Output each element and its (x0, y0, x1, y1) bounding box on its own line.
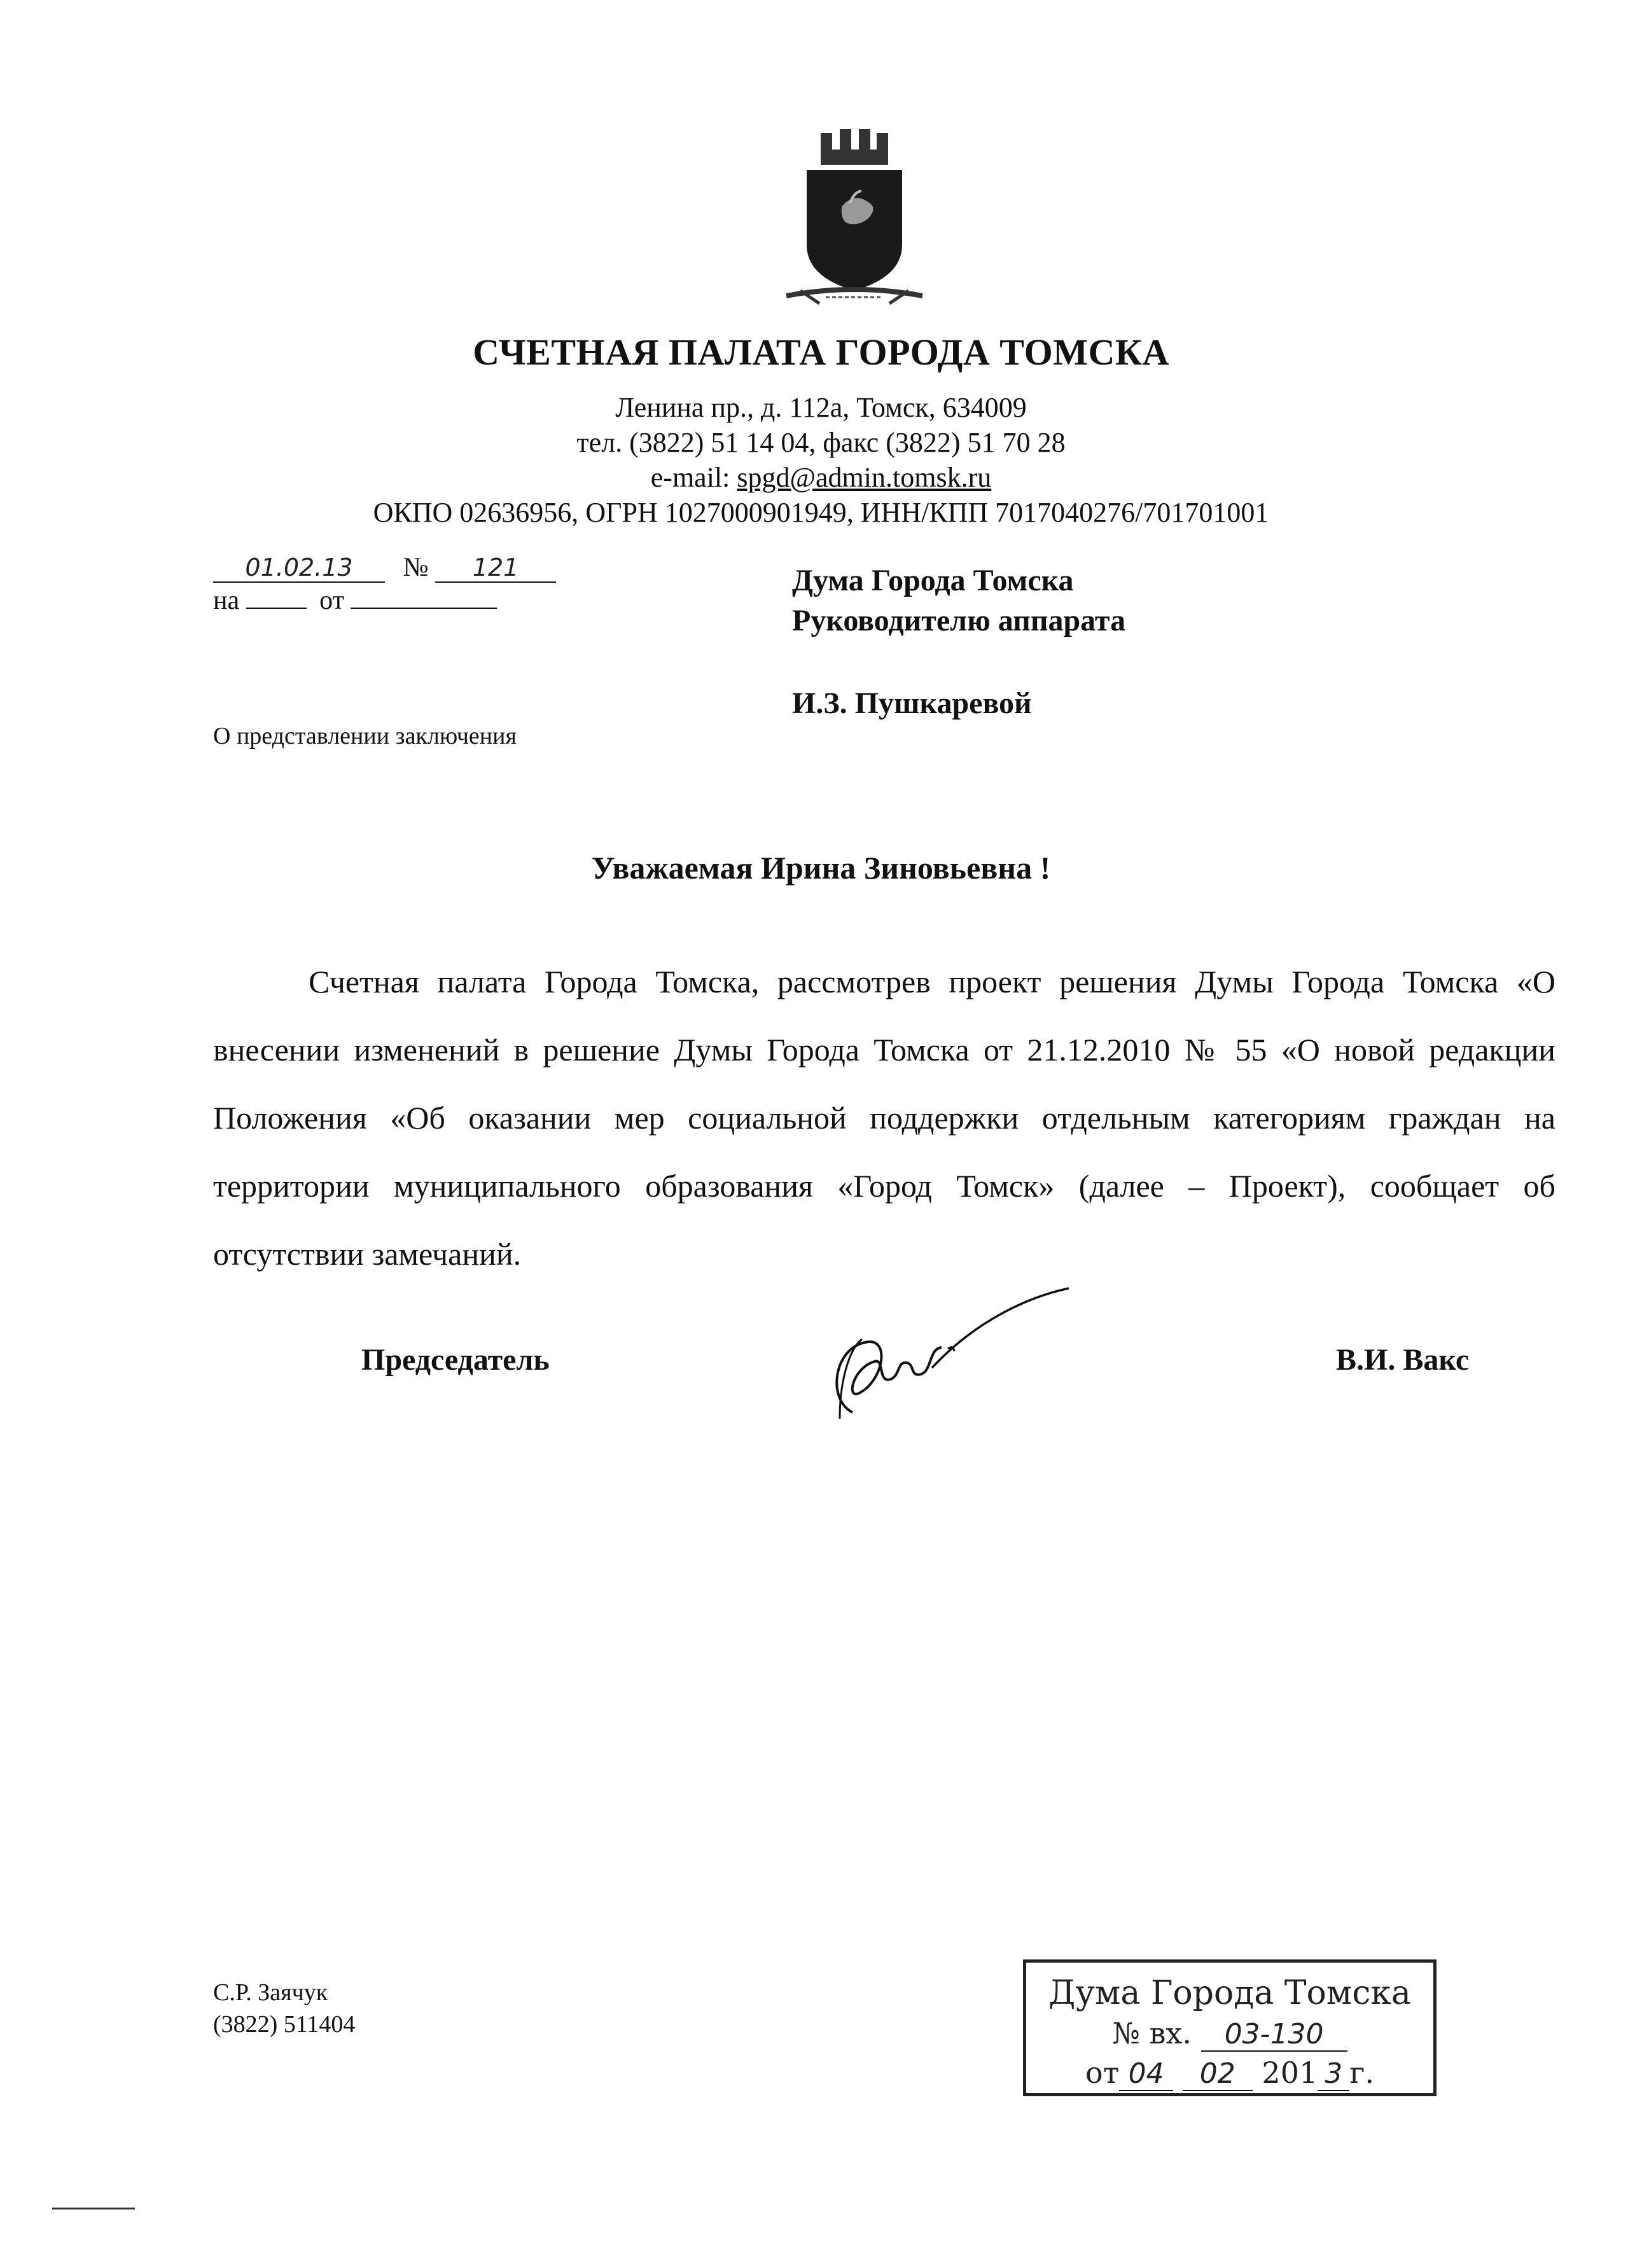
from-blank-line (351, 586, 497, 609)
organization-email-line (0, 461, 1642, 494)
stamp-incoming-number: 03-130 (1201, 2018, 1347, 2052)
organization-phones: тел. (3822) 51 14 04, факс (3822) 51 70 28 (576, 427, 1066, 458)
on-blank-line (246, 586, 307, 609)
incoming-registration-stamp (1023, 1959, 1437, 2096)
signatory-title: Председатель (361, 1343, 550, 1377)
on-label: на (213, 586, 240, 615)
stamp-from-label: от (1085, 2056, 1120, 2090)
stamp-month: 02 (1183, 2057, 1253, 2091)
addressee-name: И.З. Пушкаревой (792, 686, 1032, 720)
outgoing-reference (213, 552, 556, 583)
signatory-name: В.И. Вакс (1336, 1343, 1470, 1377)
stamp-date-line (1026, 2056, 1433, 2091)
stamp-day: 04 (1119, 2057, 1173, 2091)
stamp-year-prefix: 201 (1262, 2056, 1318, 2090)
from-label: от (319, 586, 344, 615)
organization-registry-codes: ОКПО 02636956, ОГРН 1027000901949, ИНН/КПП 7017040276/701701001 (373, 497, 1269, 528)
stamp-year-digit: 3 (1318, 2057, 1349, 2091)
stamp-incoming-label: № вх. (1112, 2016, 1192, 2050)
executor-name: С.Р. Заячук (213, 1979, 328, 2006)
outgoing-number: 121 (435, 553, 556, 583)
letter-subject: О представлении заключения (213, 723, 517, 749)
stamp-year-suffix: г. (1349, 2056, 1374, 2090)
letter-greeting: Уважаемая Ирина Зиновьевна ! (591, 850, 1051, 886)
executor-phone: (3822) 511404 (213, 2011, 356, 2038)
number-label: № (403, 553, 429, 582)
addressee-organization: Дума Города Томска (792, 564, 1074, 597)
stamp-title: Дума Города Томска (1048, 1974, 1411, 2012)
stamp-incoming-number-line (1026, 2016, 1433, 2052)
organization-title: СЧЕТНАЯ ПАЛАТА ГОРОДА ТОМСКА (473, 331, 1169, 373)
scan-edge-mark (52, 2208, 135, 2209)
outgoing-date: 01.02.13 (213, 553, 385, 583)
letter-body: Счетная палата Города Томска, рассмотрев проект решения Думы Города Томска «О внесении изменений в решение Думы Города Томска от 21.12.2010 № 55 «О новой редакции Положения «Об оказании мер социальной поддержки отдельным категориям граждан на территории муниципального образования «Город Томск» (далее – Проект), сообщает об отсутствии замечаний. (213, 964, 1555, 1272)
handwritten-signature (814, 1272, 1082, 1438)
email-label: e-mail: (650, 462, 737, 493)
incoming-reference (213, 585, 497, 616)
email-link[interactable]: spgd@admin.tomsk.ru (737, 462, 992, 493)
addressee-position: Руководителю аппарата (792, 604, 1126, 637)
coat-of-arms-emblem (781, 124, 928, 309)
organization-address: Ленина пр., д. 112а, Томск, 634009 (615, 392, 1027, 423)
